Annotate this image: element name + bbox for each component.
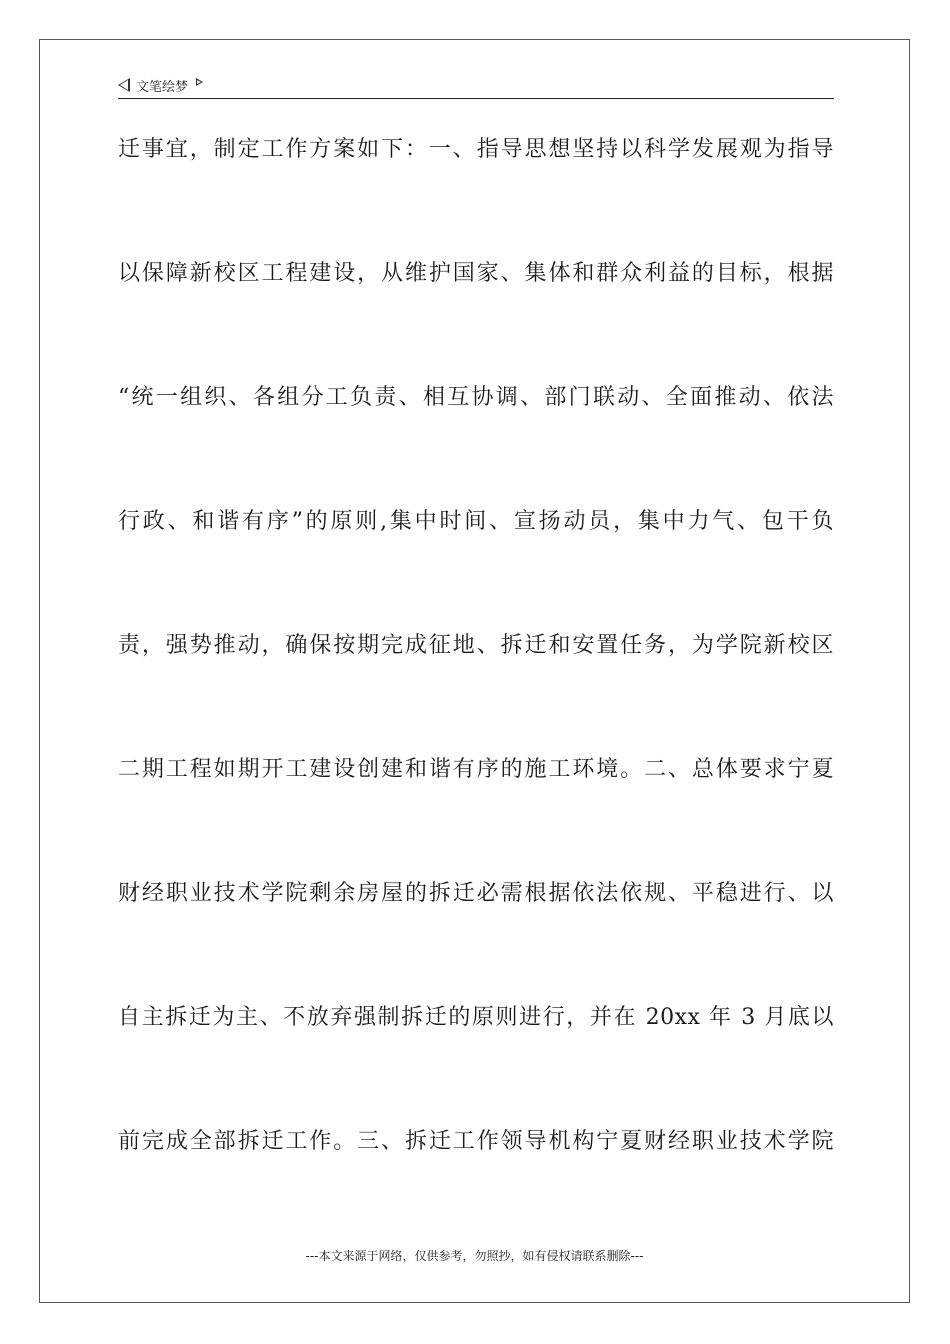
- text-line: “统一组织、各组分工负责、相互协调、部门联动、全面推动、依法: [118, 385, 834, 410]
- text-line: 自主拆迁为主、不放弃强制拆迁的原则进行，并在 20xx 年 3 月底以: [118, 1005, 834, 1030]
- text-line: 前完成全部拆迁工作。三、拆迁工作领导机构宁夏财经职业技术学院: [118, 1129, 834, 1154]
- body-text: [118, 130, 834, 1246]
- header-brand: 文笔绘梦: [136, 79, 189, 95]
- text-line: 行政、和谐有序”的原则,集中时间、宣扬动员，集中力气、包干负: [118, 509, 834, 534]
- page-footer: ---本文来源于网络，仅供参考，勿照抄，如有侵权请联系删除---: [305, 1249, 644, 1263]
- text-line: 迁事宜，制定工作方案如下：一、指导思想坚持以科学发展观为指导: [118, 137, 834, 162]
- triangle-right-icon: [196, 78, 203, 86]
- text-line: 责，强势推动，确保按期完成征地、拆迁和安置任务，为学院新校区: [118, 633, 834, 658]
- text-line: 以保障新校区工程建设，从维护国家、集体和群众利益的目标，根据: [118, 261, 834, 286]
- text-line: 财经职业技术学院剩余房屋的拆迁必需根据依法依规、平稳进行、以: [118, 881, 834, 906]
- triangle-left-icon: [118, 78, 130, 92]
- text-line: 二期工程如期开工建设创建和谐有序的施工环境。二、总体要求宁夏: [118, 757, 834, 782]
- page-header: [118, 72, 834, 99]
